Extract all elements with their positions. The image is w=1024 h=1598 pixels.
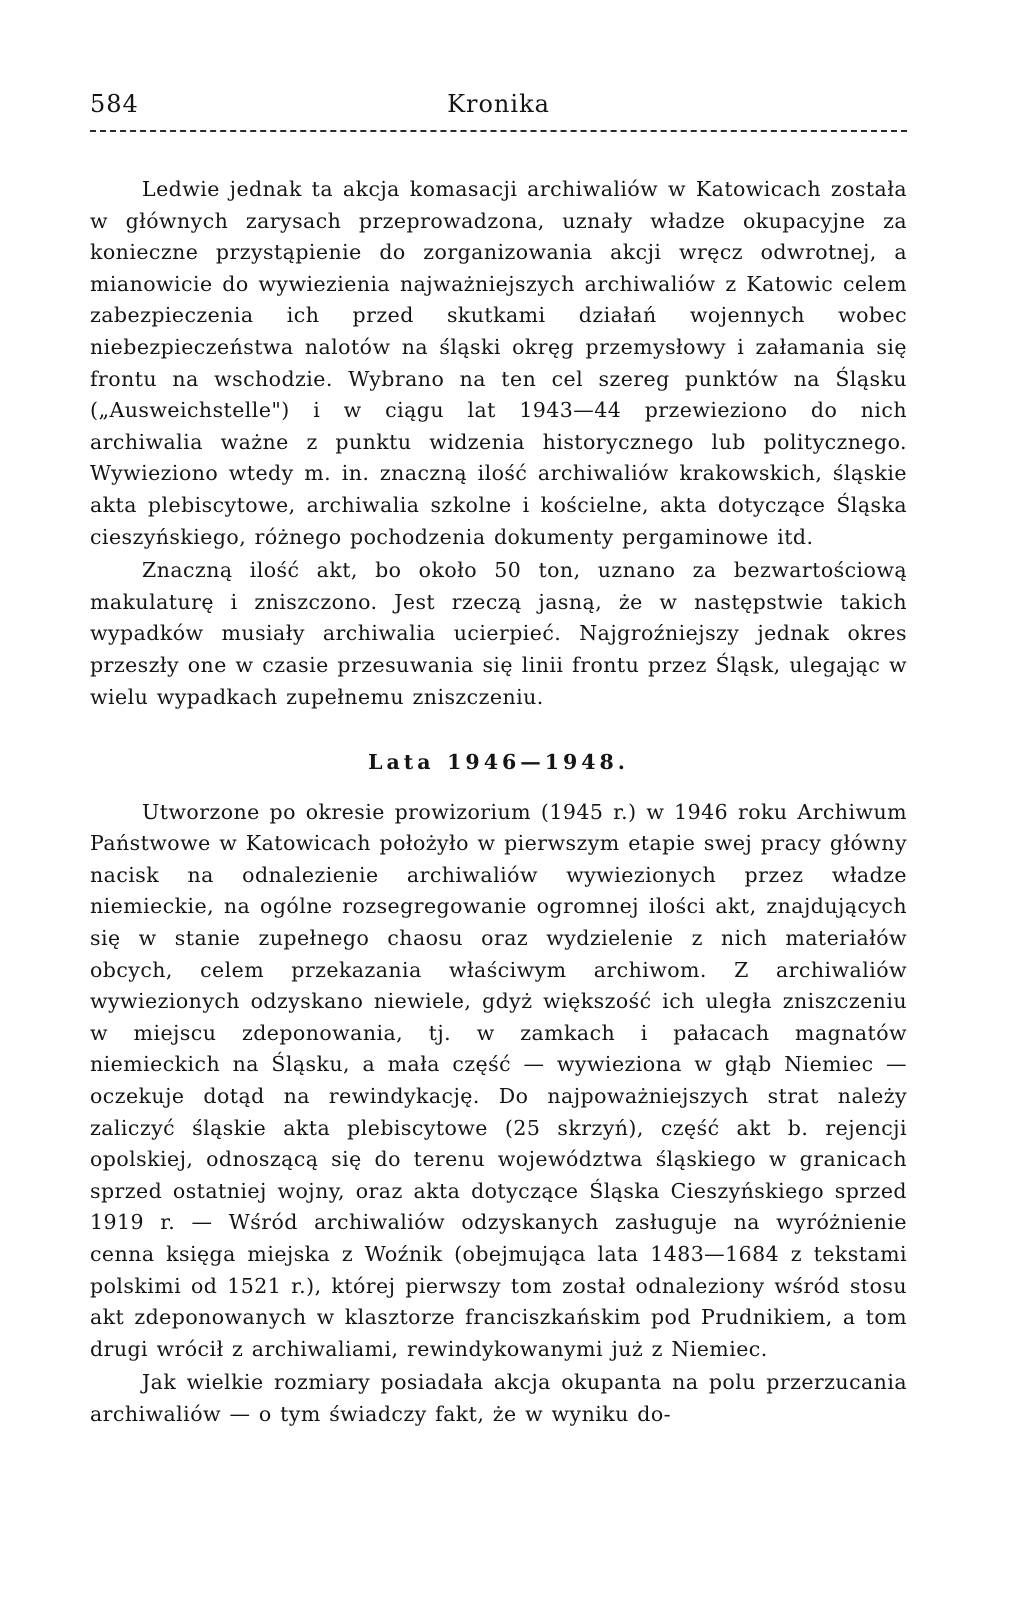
paragraph-4: Jak wielkie rozmiary posiadała akcja okupanta na polu przerzucania archiwaliów — o tym świadczy fakt, że w wyniku do- — [90, 1370, 907, 1426]
paragraph-1: Ledwie jednak ta akcja komasacji archiwaliów w Katowicach została w głównych zarysach przeprowadzona, uznały władze okupacyjne za konieczne przystąpienie do zorganizowania akcji wręcz odwrotnej, a mianowicie do wywiezienia najważniejszych archiwaliów z Katowic celem zabezpieczenia ich przed skutkami działań wojennych wobec niebezpieczeństwa nalotów na śląski okręg przemysłowy i załamania się frontu na wschodzie. Wybrano na ten cel szereg punktów na Śląsku („Ausweichstelle") i w ciągu lat 1943—44 przewieziono do nich archiwalia ważne z punktu widzenia historycznego lub politycznego. Wywieziono wtedy m. in. znaczną ilość archiwaliów krakowskich, śląskie akta plebiscytowe, archiwalia szkolne i kościelne, akta dotyczące Śląska cieszyńskiego, różnego pochodzenia dokumenty pergaminowe itd. — [90, 177, 907, 549]
paragraph-2: Znaczną ilość akt, bo około 50 ton, uznano za bezwartościową makulaturę i zniszczono. Jest rzeczą jasną, że w następstwie takich wypadków musiały archiwalia ucierpieć. Najgroźniejszy jednak okres przeszły one w czasie przesuwania się linii frontu przez Śląsk, ulegając w wielu wypadkach zupełnemu zniszczeniu. — [90, 558, 907, 709]
paragraph-3: Utworzone po okresie prowizorium (1945 r.) w 1946 roku Archiwum Państwowe w Katowicach położyło w pierwszym etapie swej pracy główny nacisk na odnalezienie archiwaliów wywiezionych przez władze niemieckie, na ogólne rozsegregowanie ogromnej ilości akt, znajdujących się w stanie zupełnego chaosu oraz wydzielenie z nich materiałów obcych, celem przekazania właściwym archiwom. Z archiwaliów wywiezionych odzyskano niewiele, gdyż większość ich uległa zniszczeniu w miejscu zdeponowania, tj. w zamkach i pałacach magnatów niemieckich na Śląsku, a mała część — wywieziona w głąb Niemiec — oczekuje dotąd na rewindykację. Do najpoważniejszych strat należy zaliczyć śląskie akta plebiscytowe (25 skrzyń), część akt b. rejencji opolskiej, odnoszącą się do terenu województwa śląskiego w granicach sprzed ostatniej wojny, oraz akta dotyczące Śląska Cieszyńskiego sprzed 1919 r. — Wśród archiwaliów odzyskanych zasługuje na wyróżnienie cenna księga miejska z Woźnik (obejmująca lata 1483—1684 z tekstami polskimi od 1521 r.), której pierwszy tom został odnaleziony wśród stosu akt zdeponowanych w klasztorze franciszkańskim pod Prudnikiem, a tom drugi wrócił z archiwaliami, rewindykowanymi już z Niemiec. — [90, 799, 907, 1361]
document-body — [90, 174, 907, 1431]
document-page — [90, 82, 907, 1426]
section-heading: Lata 1946—1948. — [368, 750, 629, 775]
header-rule — [90, 130, 907, 132]
page-header — [90, 82, 907, 128]
page-number: 584 — [90, 90, 139, 118]
running-head: Kronika — [447, 90, 550, 118]
